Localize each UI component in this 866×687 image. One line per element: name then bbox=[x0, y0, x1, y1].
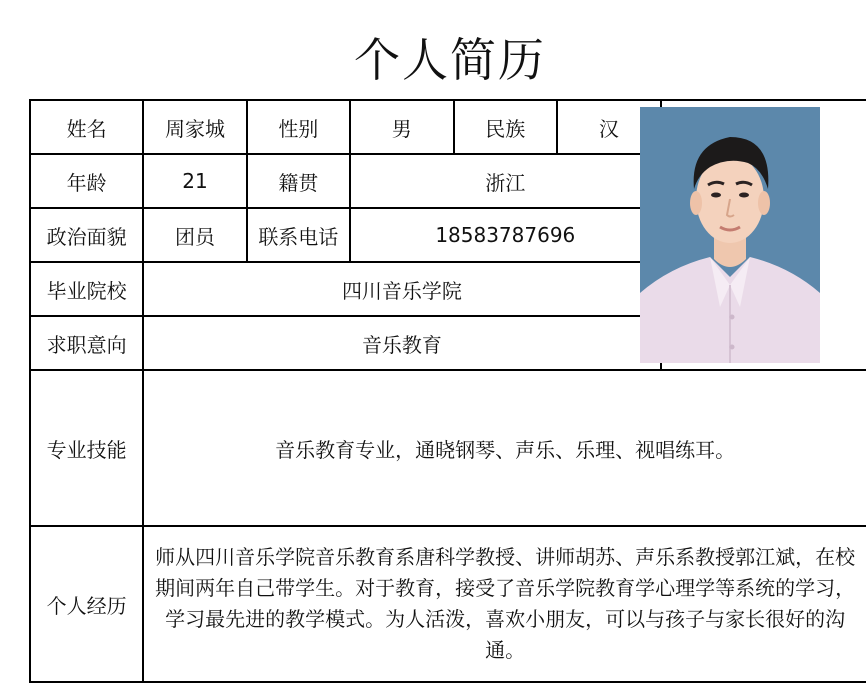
label-job-intention: 求职意向 bbox=[30, 316, 143, 370]
row-experience bbox=[30, 526, 866, 682]
value-experience: 师从四川音乐学院音乐教育系唐科学教授、讲师胡苏、声乐系教授郭江斌，在校期间两年自己带学生。对于教育，接受了音乐学院教育学心理学等系统的学习，学习最先进的教学模式。为人活泼，喜欢小朋友，可以与孩子与家长很好的沟通。 bbox=[143, 526, 866, 682]
portrait-photo bbox=[640, 107, 820, 363]
page-title: 个人简历 bbox=[354, 33, 546, 87]
value-native-place: 浙江 bbox=[350, 154, 661, 208]
label-gender: 性别 bbox=[247, 100, 350, 154]
label-native-place: 籍贯 bbox=[247, 154, 350, 208]
row-skills bbox=[30, 370, 866, 526]
value-school: 四川音乐学院 bbox=[143, 262, 660, 316]
value-phone: 18583787696 bbox=[350, 208, 661, 262]
value-job-intention: 音乐教育 bbox=[143, 316, 660, 370]
resume-table bbox=[29, 99, 866, 683]
label-ethnicity: 民族 bbox=[454, 100, 558, 154]
label-political-status: 政治面貌 bbox=[30, 208, 143, 262]
value-name: 周家城 bbox=[143, 100, 246, 154]
label-school: 毕业院校 bbox=[30, 262, 143, 316]
value-ethnicity: 汉 bbox=[557, 100, 661, 154]
value-political-status: 团员 bbox=[143, 208, 246, 262]
value-gender: 男 bbox=[350, 100, 454, 154]
value-age: 21 bbox=[143, 154, 246, 208]
photo-cell bbox=[661, 100, 866, 370]
label-age: 年龄 bbox=[30, 154, 143, 208]
label-experience: 个人经历 bbox=[30, 526, 143, 682]
label-name: 姓名 bbox=[30, 100, 143, 154]
label-phone: 联系电话 bbox=[247, 208, 350, 262]
row-basic bbox=[30, 100, 866, 154]
value-skills: 音乐教育专业，通晓钢琴、声乐、乐理、视唱练耳。 bbox=[143, 370, 866, 526]
label-skills: 专业技能 bbox=[30, 370, 143, 526]
